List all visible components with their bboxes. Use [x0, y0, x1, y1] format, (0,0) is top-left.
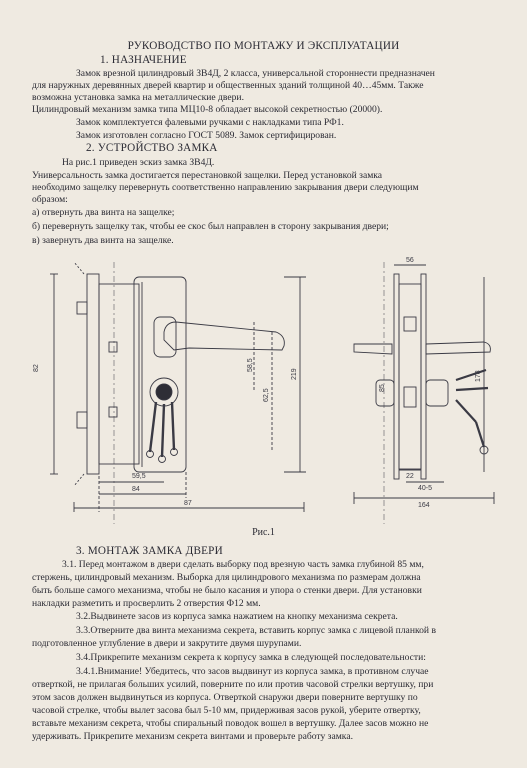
s1-paragraph-3: Замок комплектуется фалевыми ручками с накладками типа РФ1. — [76, 117, 344, 128]
s3-p341-line-4: часовой стрелке, чтобы вылет засова был 5-10 мм, придерживая засов рукой, уберите отвертку, — [32, 705, 421, 716]
lock-body-left — [99, 284, 139, 464]
bolt-left — [77, 412, 87, 428]
dim-62-5: 62,5 — [263, 388, 270, 402]
dim-87: 87 — [184, 500, 192, 507]
s3-p341-line-6: удерживать. Прикрепите механизм секрета винтами и проверьте работу замка. — [32, 731, 353, 742]
dim-85: 85 — [379, 384, 386, 392]
lock-sketch-figure — [14, 257, 514, 524]
figure-caption: Рис.1 — [252, 527, 275, 538]
s3-p341-line-3: этом засов должен выдвинуться из корпуса. Отверткой снаружи двери поверните вертушку по — [32, 692, 418, 703]
keys-left — [150, 402, 174, 457]
keys-right — [456, 370, 488, 447]
s1-paragraph-4: Замок изготовлен согласно ГОСТ 5089. Замок сертифицирован. — [76, 130, 337, 141]
dim-59-5: 59,5 — [132, 473, 146, 480]
s3-p341-line-2: отверткой, не прилагая больших усилий, поверните по или против часовой стрелки вертушку, при — [32, 679, 434, 690]
s3-p34: 3.4.Прикрепите механизм секрета к корпусу замка в следующей последовательности: — [76, 652, 426, 663]
lock-case-right — [399, 284, 421, 469]
lock-drawing — [14, 257, 514, 524]
dim-164: 164 — [418, 502, 430, 509]
handle-left — [164, 322, 284, 350]
s3-p341-line-1: 3.4.1.Внимание! Убедитесь, что засов выдвинут из корпуса замка, в противном случае — [76, 666, 429, 677]
s2-item-c: в) завернуть два винта на защелке. — [32, 235, 174, 246]
s3-p341-line-5: вставьте механизм секрета, чтобы спиральный поводок вошел в вертушку. Далее засов можно не — [32, 718, 429, 729]
s1-paragraph-1-line-2: для наружных деревянных дверей квартир и общественных зданий толщиной 40…45мм. Также — [32, 80, 424, 91]
s2-item-a: а) отвернуть два винта на защелке; — [32, 207, 175, 218]
s2-line-3: необходимо защелку перевернуть соответственно направлению закрывания двери следующим — [32, 182, 419, 193]
dim-22: 22 — [406, 473, 414, 480]
s1-paragraph-2: Цилиндровый механизм замка типа МЦ10-8 обладает высокой секретностью (20000). — [32, 104, 383, 115]
handle-right — [354, 344, 392, 354]
section-2-heading: 2. УСТРОЙСТВО ЗАМКА — [86, 142, 218, 154]
s3-p31-line-3: быть больше самого механизма, чтобы не было касания и упора о стенки двери. Для установки — [32, 585, 422, 596]
latch-left — [77, 302, 87, 314]
s2-item-b: б) перевернуть защелку так, чтобы ее скос был направлен в сторону закрывания двери; — [32, 221, 389, 232]
s1-paragraph-1-line-1: Замок врезной цилиндровый ЗВ4Д, 2 класса, универсальной стороннести предназначен — [76, 68, 435, 79]
dim-84: 84 — [132, 486, 140, 493]
s2-line-4: образом: — [32, 194, 68, 205]
s1-paragraph-1-line-3: возможна установка замка на металлические двери. — [32, 92, 244, 103]
s3-p31-line-4: накладки разметить и просверлить 2 отверстия Ф12 мм. — [32, 598, 261, 609]
face-plate-right — [394, 274, 399, 479]
dim-219: 219 — [291, 368, 298, 380]
dim-58-5: 58,5 — [247, 358, 254, 372]
s3-p33-line-1: 3.3.Отверните два винта механизма секрета, вставить корпус замка с лицевой планкой в — [76, 625, 436, 636]
s3-p31-line-1: 3.1. Перед монтажом в двери сделать выборку под врезную часть замка глубиной 85 мм, — [62, 559, 424, 570]
s3-p33-line-2: подготовленное углубление в двери и закрутите двумя шурупами. — [32, 638, 302, 649]
dim-56: 56 — [406, 257, 414, 264]
s2-line-2: Универсальность замка достигается перестановкой защелки. Перед установкой замка — [32, 170, 383, 181]
face-plate-left — [87, 274, 99, 474]
section-3-heading: 3. МОНТАЖ ЗАМКА ДВЕРИ — [76, 545, 223, 557]
handle-rose-left — [154, 317, 176, 357]
dim-82: 82 — [33, 364, 40, 372]
section-1-heading: 1. НАЗНАЧЕНИЕ — [100, 54, 187, 66]
s3-p31-line-2: стержень, цилиндровый механизм. Выборка для цилиндрового механизма по размерам должна — [32, 572, 421, 583]
s2-line-1: На рис.1 приведен эскиз замка ЗВ4Д. — [62, 157, 215, 168]
page-title: РУКОВОДСТВО ПО МОНТАЖУ И ЭКСПЛУАТАЦИИ — [127, 40, 400, 52]
dim-40-5: 40-5 — [418, 485, 433, 492]
s3-p32: 3.2.Выдвинете засов из корпуса замка нажатием на кнопку механизма секрета. — [76, 611, 398, 622]
dim-178: 178 — [475, 370, 482, 382]
cylinder-right — [376, 380, 394, 406]
